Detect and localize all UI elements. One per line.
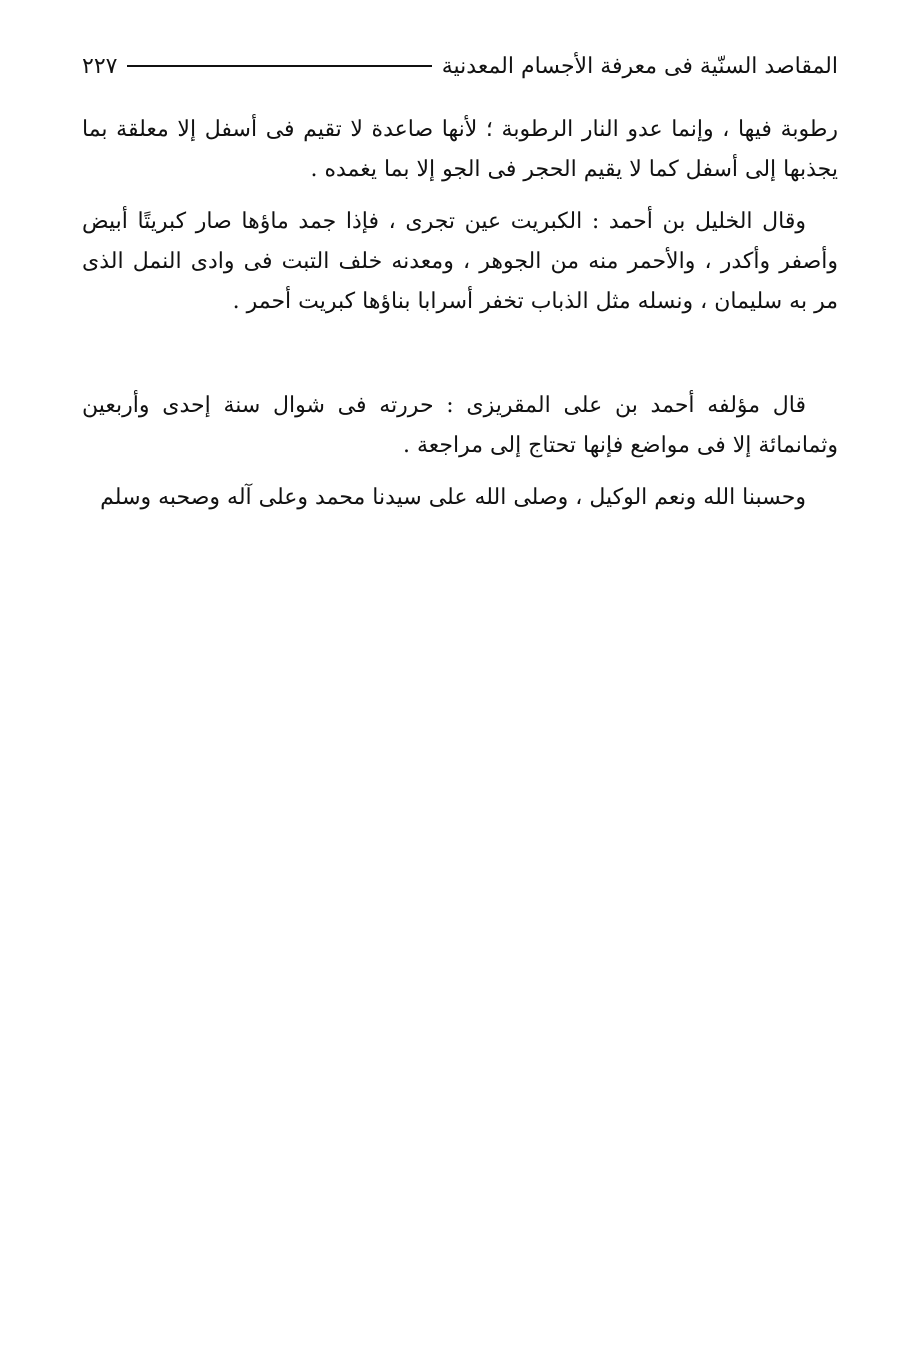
header-rule xyxy=(127,65,431,67)
page-number: ٢٢٧ xyxy=(82,53,118,79)
paragraph-4: وحسبنا الله ونعم الوكيل ، وصلى الله على سيدنا محمد وعلى آله وصحبه وسلم xyxy=(100,485,806,510)
paragraph-1: رطوبة فيها ، وإنما عدو النار الرطوبة ؛ لأنها صاعدة لا تقيم فى أسفل إلا معلقة بما يجذبها إلى أسفل كما لا يقيم الحجر فى الجو إلا بما يغمده . xyxy=(82,117,838,182)
body-text xyxy=(82,110,838,530)
page-header xyxy=(82,44,838,88)
paragraph-2: وقال الخليل بن أحمد : الكبريت عين تجرى ، فإذا جمد ماؤها صار كبريتًا أبيض وأصفر وأكدر ، والأحمر منه من الجوهر ، ومعدنه خلف التبت فى وادى النمل الذى مر به سليمان ، ونسله مثل الذباب تخفر أسرابا بناؤها كبريت أحمر . xyxy=(82,209,838,314)
paragraph-3: قال مؤلفه أحمد بن على المقريزى : حررته فى شوال سنة إحدى وأربعين وثمانمائة إلا فى مواضع فإنها تحتاج إلى مراجعة . xyxy=(82,393,838,458)
section-gap xyxy=(82,334,838,386)
running-title: المقاصد السنّية فى معرفة الأجسام المعدنية xyxy=(441,53,838,79)
